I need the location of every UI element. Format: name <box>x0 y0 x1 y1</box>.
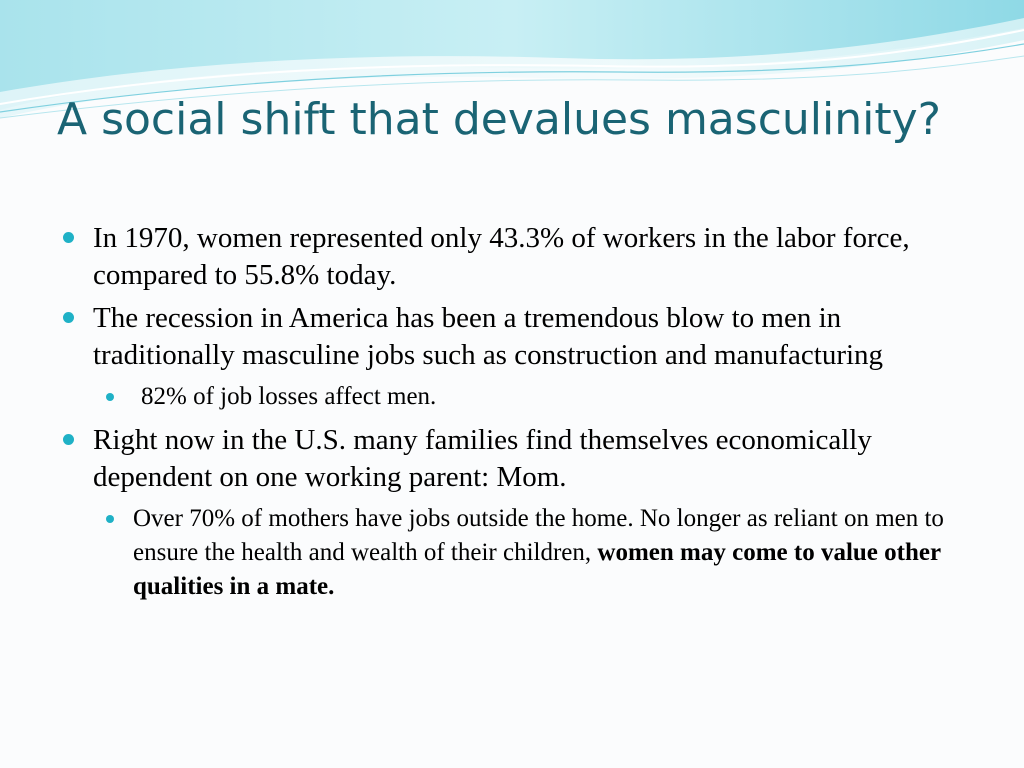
bullet-list <box>60 220 960 612</box>
sub-bullet-text: Over 70% of mothers have jobs outside the home. No longer as reliant on men to ensure the health and wealth of their children, <box>133 505 944 566</box>
bullet-item <box>60 422 960 496</box>
bullet-dot-icon <box>63 434 74 445</box>
sub-bullet-item <box>103 380 960 414</box>
bullet-text: The recession in America has been a tremendous blow to men in traditionally masculine jobs such as construction and manufacturing <box>93 302 884 371</box>
sub-bullet-item <box>103 502 960 604</box>
sub-bullet-list <box>103 502 960 604</box>
sub-bullet-bold-text: women may come to value other qualities in a mate. <box>133 539 941 600</box>
bullet-dot-icon <box>106 393 114 401</box>
bullet-dot-icon <box>63 232 74 243</box>
bullet-text: In 1970, women represented only 43.3% of workers in the labor force, compared to 55.8% today. <box>93 222 910 291</box>
bullet-text: Right now in the U.S. many families find themselves economically dependent on one working parent: Mom. <box>93 424 872 493</box>
bullet-item <box>60 220 960 294</box>
bullet-dot-icon <box>106 515 114 523</box>
slide-title: A social shift that devalues masculinity? <box>57 94 941 145</box>
bullet-item <box>60 300 960 374</box>
sub-bullet-list <box>103 380 960 414</box>
sub-bullet-text: 82% of job losses affect men. <box>141 383 437 410</box>
bullet-dot-icon <box>63 312 74 323</box>
